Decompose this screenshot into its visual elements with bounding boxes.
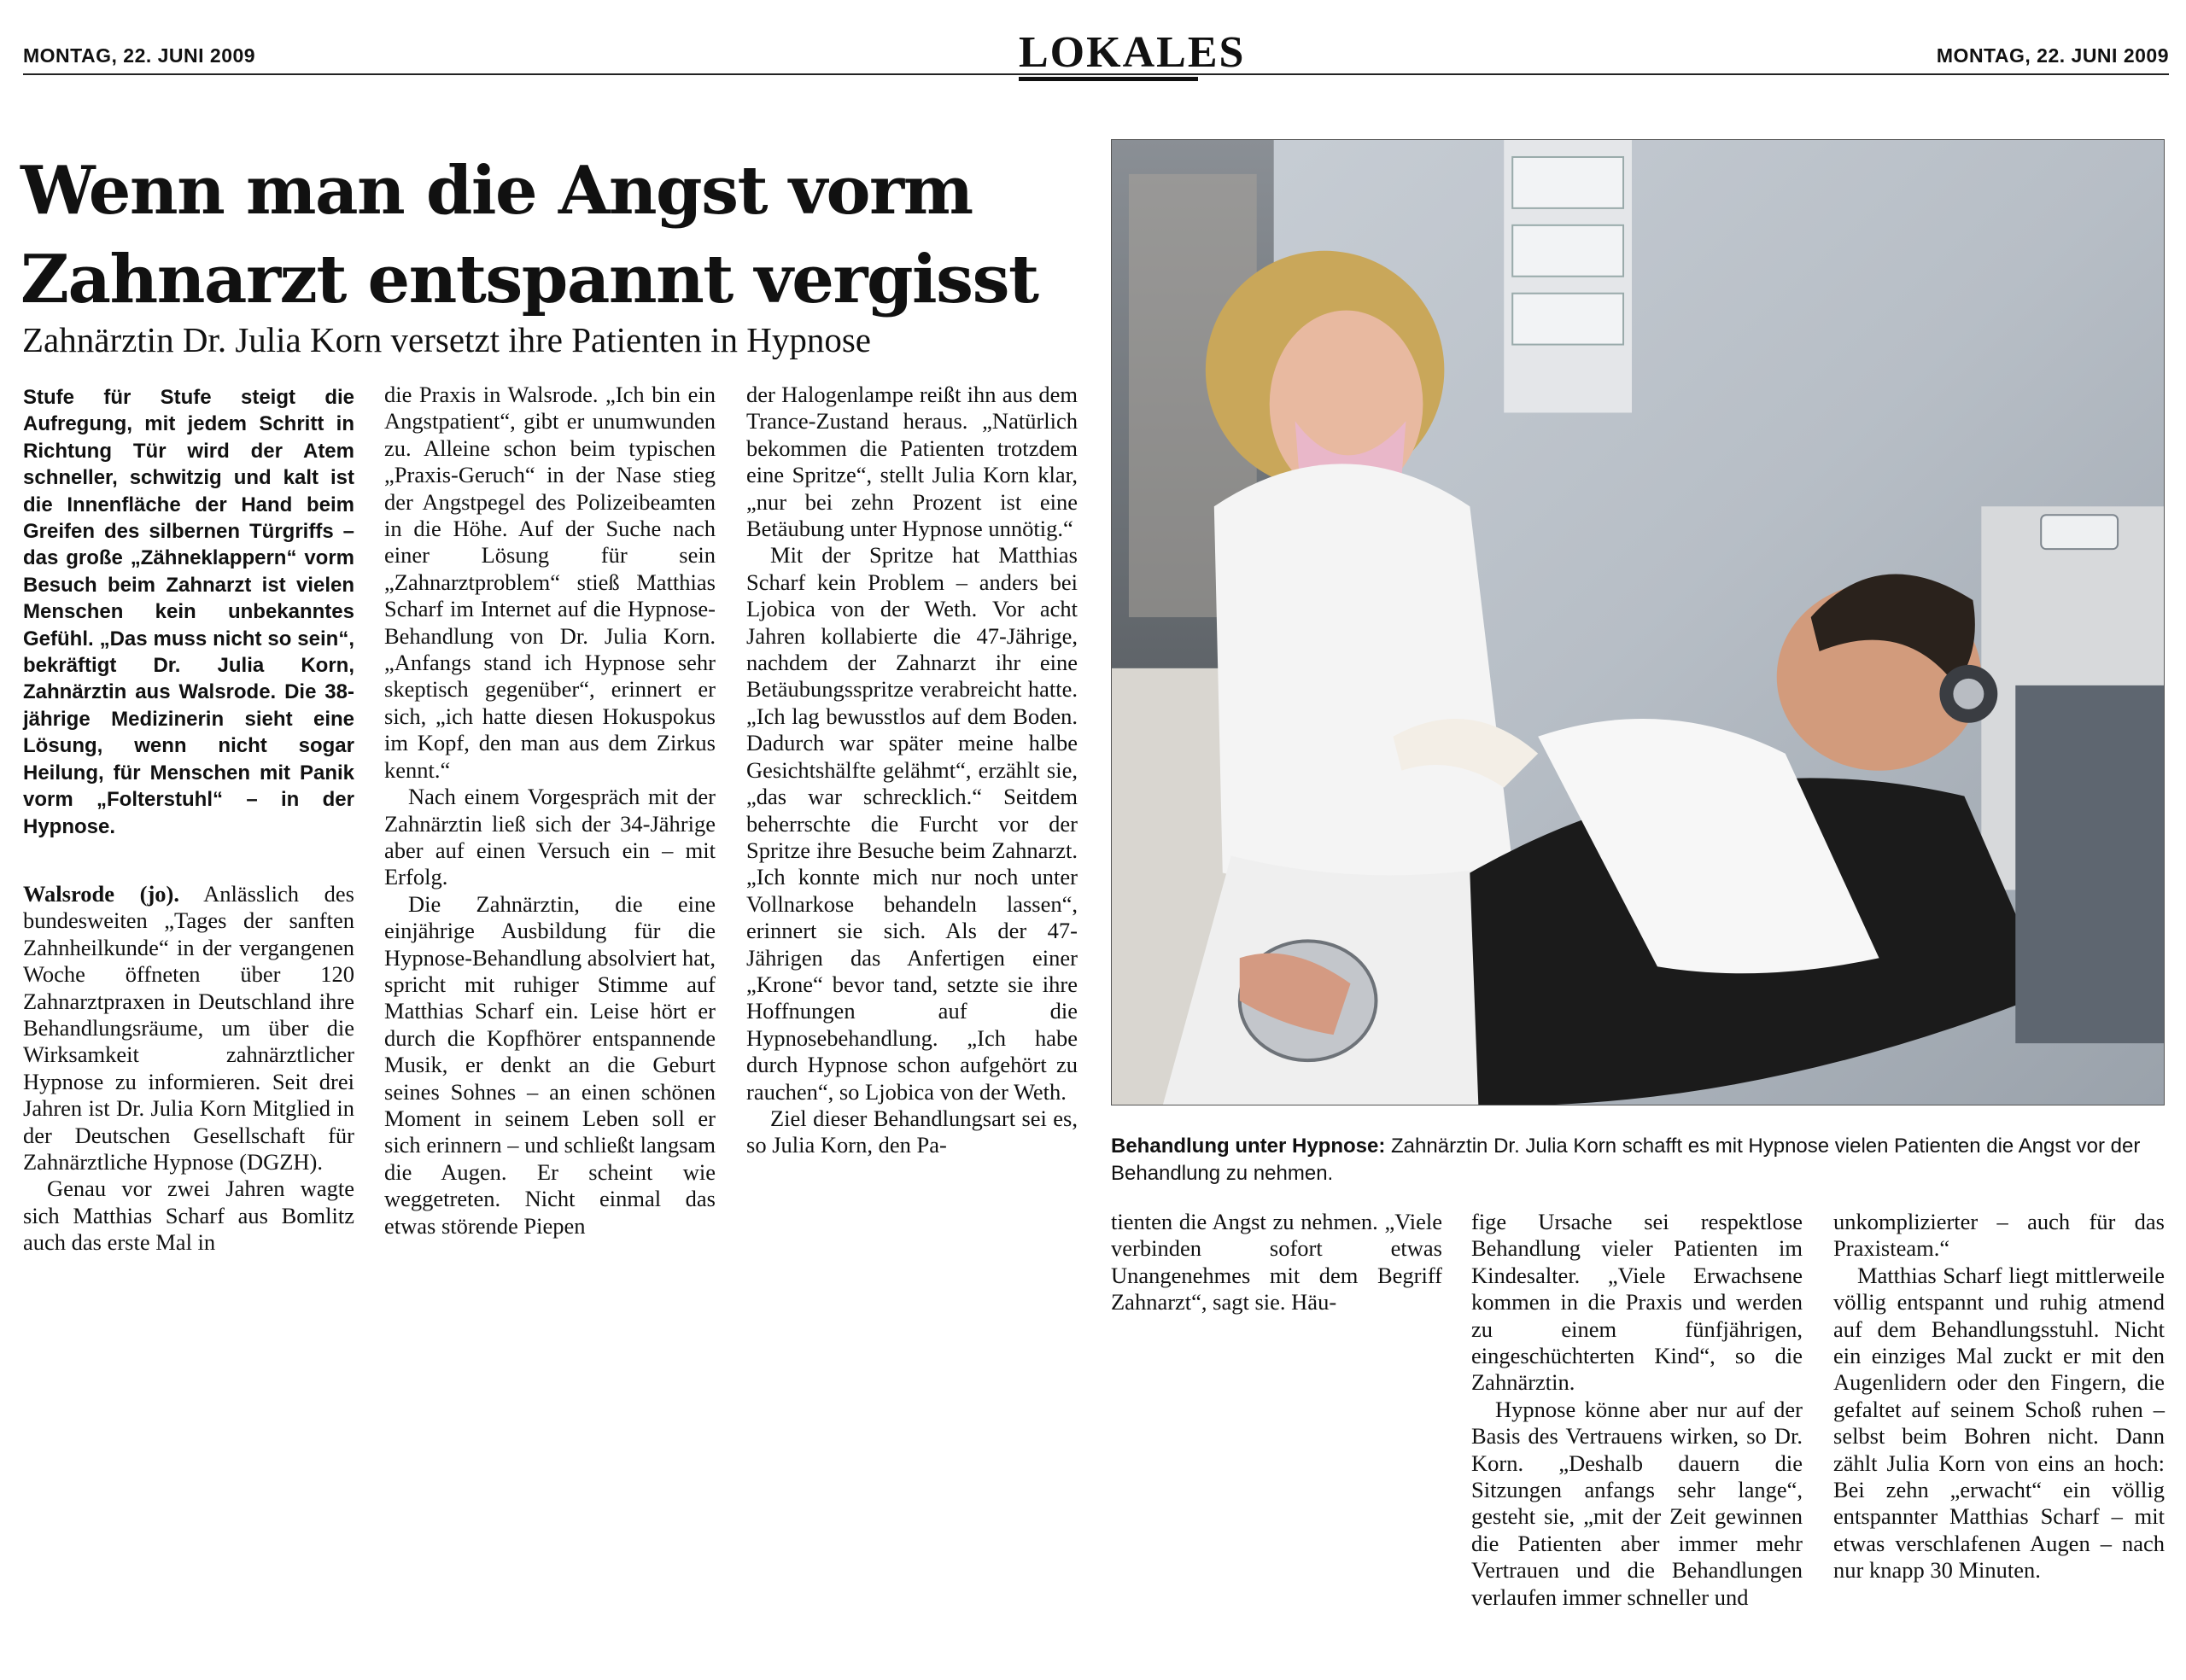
paragraph: Hypnose könne aber nur auf der Basis des Vertrauens wirken, so Dr. Korn. „Deshalb dauern die Sitzungen anfangs sehr lange“, gesteht sie, „mit der Zeit gewinnen die Patienten aber immer mehr Vertrauen und die Behandlungen verlaufen immer schneller und [1471, 1396, 1803, 1610]
article-column-2 [384, 382, 716, 1240]
article-column-3 [746, 382, 1078, 1159]
section-title-underline [1019, 77, 1198, 81]
issue-date-right: MONTAG, 22. JUNI 2009 [1936, 44, 2169, 67]
article-column-6 [1833, 1209, 2165, 1584]
article-column-1 [23, 881, 354, 1257]
headline [20, 147, 1079, 324]
paragraph: Ziel dieser Behandlungsart sei es, so Julia Korn, den Pa- [746, 1105, 1078, 1158]
paragraph: tienten die Angst zu nehmen. „Viele verbinden sofort etwas Unangenehmes mit dem Begriff Zahnarzt“, sagt sie. Häu- [1111, 1209, 1442, 1315]
section-title: LOKALES [1019, 28, 1246, 77]
headline-line-1: Wenn man die Angst vorm [20, 152, 973, 230]
paragraph: die Praxis in Walsrode. „Ich bin ein Angstpatient“, gibt er unumwunden zu. Alleine schon beim typischen „Praxis-Geruch“ in der Nase stieg der Angstpegel des Polizeibeamten in die Höhe. Auf der Suche nach einer Lösung für sein „Zahnarztproblem“ stieß Matthias Scharf im Internet auf die Hypnose-Behandlung von Dr. Julia Korn. „Anfangs stand ich Hypnose sehr skeptisch gegenüber“, erinnert er sich, „ich hatte diesen Hokuspokus im Kopf, den man aus dem Zirkus kennt.“ [384, 382, 716, 783]
article-photo [1111, 139, 2165, 1105]
header-rule [23, 73, 2169, 75]
paragraph: der Halogenlampe reißt ihn aus dem Trance-Zustand heraus. „Natürlich bekommen die Patienten trotzdem eine Spritze“, stellt Julia Korn klar, „nur bei zehn Prozent ist eine Betäubung unter Hypnose unnötig.“ [746, 382, 1078, 542]
article-column-4 [1111, 1209, 1442, 1316]
issue-date-left: MONTAG, 22. JUNI 2009 [23, 44, 256, 67]
lead-paragraph: Stufe für Stufe steigt die Aufregung, mit jedem Schritt in Richtung Tür wird der Atem schneller, schwitzig und kalt ist die Innenfläche der Hand beim Greifen des silbernen Türgriffs – das große „Zähneklappern“ vorm Besuch beim Zahnarzt ist vielen Menschen kein unbekanntes Gefühl. „Das muss nicht so sein“, bekräftigt Dr. Julia Korn, Zahnärztin aus Walsrode. Die 38-jährige Medizinerin sieht eine Lösung, wenn nicht sogar Heilung, für Menschen mit Panik vorm „Folterstuhl“ – in der Hypnose. [23, 386, 354, 838]
paragraph: Die Zahnärztin, die eine einjährige Ausbildung für die Hypnose-Behandlung absolviert hat, spricht mit ruhiger Stimme auf Matthias Scharf ein. Leise hört er durch die Kopfhörer entspannende Musik, er denkt an die Geburt seines Sohnes – an einen schönen Moment in seinem Leben soll er sich erinnern – und schließt langsam die Augen. Er scheint wie weggetreten. Nicht einmal das etwas störende Piepen [384, 890, 716, 1239]
article-column-5 [1471, 1209, 1803, 1611]
headline-line-2: Zahnarzt entspannt vergisst [20, 241, 1038, 318]
dateline: Walsrode (jo). [23, 881, 179, 907]
paragraph [23, 881, 354, 1175]
paragraph: fige Ursache sei respektlose Behandlung vieler Patienten im Kindesalter. „Viele Erwachsene kommen in die Praxis und werden zu einem fünfjährigen, eingeschüchterten Kind“, so die Zahnärztin. [1471, 1209, 1803, 1396]
paragraph: Nach einem Vorgespräch mit der Zahnärztin ließ sich der 34-Jährige aber auf einen Versuch ein – mit Erfolg. [384, 784, 716, 890]
lead-column [23, 341, 354, 840]
photo-illustration [1112, 140, 2164, 1105]
subheadline: Zahnärztin Dr. Julia Korn versetzt ihre Patienten in Hypnose [22, 320, 871, 359]
paragraph: Mit der Spritze hat Matthias Scharf kein Problem – anders bei Ljobica von der Weth. Vor acht Jahren kollabierte die 47-Jährige, nachdem der Zahnarzt ihr eine Betäubungsspritze verabreicht hatte. „Ich lag bewusstlos auf dem Boden. Dadurch war später meine halbe Gesichtshälfte gelähmt“, erzählt sie, „das war schrecklich.“ Seitdem beherrschte die Furcht vor der Spritze ihre Besuche beim Zahnarzt. „Ich konnte mich nur noch unter Vollnarkose behandeln lassen“, erinnert sie sich. Als der 47-Jährigen das Anfertigen einer „Krone“ bevor tand, setzte sie ihre Hoffnungen auf die Hypnosebehandlung. „Ich habe durch Hypnose schon aufgehört zu rauchen“, so Ljobica von der Weth. [746, 542, 1078, 1105]
photo-caption [1111, 1133, 2165, 1187]
paragraph: Matthias Scharf liegt mittlerweile völlig entspannt und ruhig atmend auf dem Behandlungsstuhl. Nicht ein einziges Mal zuckt er mit den Augenlidern oder den Fingern, die gefaltet auf seinem Schoß ruhen – selbst beim Bohren nicht. Dann zählt Julia Korn von eins an hoch: Bei zehn „erwacht“ ein völlig entspannter Matthias Scharf – mit etwas verschlafenen Augen – nach nur knapp 30 Minuten. [1833, 1262, 2165, 1584]
caption-text: Zahnärztin Dr. Julia Korn schafft es mit Hypnose vielen Patienten die Angst vor der Behandlung zu nehmen. [1111, 1135, 2141, 1185]
paragraph: Genau vor zwei Jahren wagte sich Matthias Scharf aus Bomlitz auch das erste Mal in [23, 1175, 354, 1256]
paragraph: unkomplizierter – auch für das Praxisteam.“ [1833, 1209, 2165, 1262]
caption-label: Behandlung unter Hypnose: [1111, 1135, 1386, 1158]
paragraph-text: Anlässlich des bundesweiten „Tages der sanften Zahnheilkunde“ in der vergangenen Woche öffneten über 120 Zahnarztpraxen in Deutschland ihre Behandlungsräume, um über die Wirksamkeit zahnärztlicher Hypnose zu informieren. Seit drei Jahren ist Dr. Julia Korn Mitglied in der Deutschen Gesellschaft für Zahnärztliche Hypnose (DGZH). [23, 881, 354, 1175]
